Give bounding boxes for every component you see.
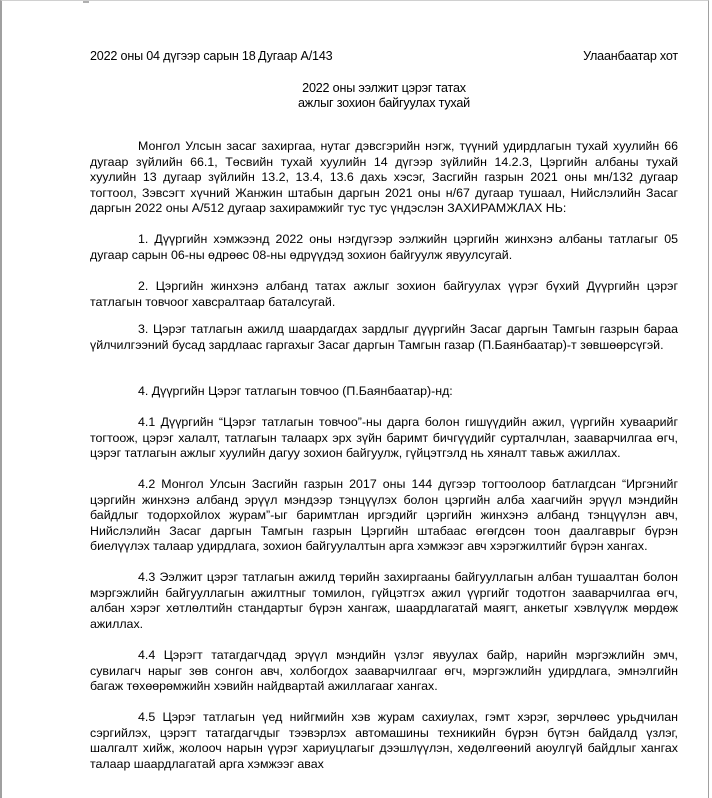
title-line-1: 2022 оны ээлжит цэрэг татах [302,81,466,95]
paragraph-item-4 [90,384,678,400]
paragraph-item-4-text: 4. Дүүргийн Цэрэг татлагын товчоо (П.Баянбаатар)-нд: [138,384,453,398]
paragraph-item-4-2-text: 4.2 Монгол Улсын Засгийн газрын 2017 оны 144 дүгээр тогтоолоор батлагдсан “Иргэнийг цэргийн жинхэнэ албанд эрүүл мэндээр тэнцүүлэх болон цэргийн алба хаагчийн эрүүл мэндийн байдлыг тодорхойлох журам”-ыг баримтлан иргэдийг цэргийн жинхэнэ албанд тэнцүүлэн авч, Нийслэлийн Засаг даргын Тамгын газрын Цэргийн штабаас өгөгдсөн тоон даалгаврыг бүрэн биелүүлэх талаар удирдлага, зохион байгуулалтын арга хэмжээг авч хэрэгжилтийг бүрэн хангах. [90,477,678,554]
ruler-indent-marker[interactable] [83,1,89,3]
paragraph-intro [90,139,678,217]
paragraph-item-4-4-text: 4.4 Цэрэгт татагдагчдад эрүүл мэндийн үзлэг явуулах байр, нарийн мэргэжлийн эмч, сувилагч нарыг зөв сонгон авч, холбогдох зааварчилгааг өгч, мэргэжлийн удирдлага, эмнэлгийн багаж төхөөрөмжийн хэвийн найдвартай ажиллагааг хангах. [90,648,678,694]
paragraph-item-3-text: 3. Цэрэг татлагын ажилд шаардагдах зардлыг дүүргийн Засаг даргын Тамгын газрын бараа үйлчилгээний бусад зардлаас гаргахыг Засаг даргын Тамгын газар (П.Баянбаатар)-т зөвшөөрсүгэй. [90,322,678,352]
paragraph-item-4-3 [90,570,678,632]
paragraph-item-1 [90,232,678,263]
paragraph-intro-text: Монгол Улсын засаг захиргаа, нутаг дэвсгэрийн нэгж, түүний удирдлагын тухай хуулийн 66 дугаар зүйлийн 66.1, Төсвийн тухай хуулийн 14 дүгээр зүйлийн 14.2.3, Цэргийн албаны тухай хуулийн 13 дугаар зүйлийн 13.2, 13.4, 13.6 дахь хэсэг, Засгийн газрын 2021 оны мн/132 дугаар тогтоол, Зэвсэгт хүчний Жанжин штабын даргын 2021 оны н/67 дугаар тушаал, Нийслэлийн Засаг даргын 2022 оны А/512 дугаар захирамжийг тус тус үндэслэн ЗАХИРАМЖЛАХ НЬ: [90,139,678,216]
order-date: 2022 оны 04 дүгээр сарын 18 [90,49,256,63]
paragraph-item-2-text: 2. Цэргийн жинхэнэ албанд татах ажлыг зохион байгуулах үүрэг бүхий Дүүргийн цэрэг татлагын товчоог хавсралтаар баталсугай. [90,279,678,309]
paragraph-item-4-4 [90,648,678,695]
paragraph-item-4-1 [90,415,678,462]
document-header [90,49,678,67]
paragraph-item-4-2 [90,477,678,555]
paragraph-item-4-3-text: 4.3 Ээлжит цэрэг татлагын ажилд төрийн захиргааны байгууллагын албан тушаалтан болон мэргэжлийн байгууллагын ажилтныг томилон, гүйцэтгэх ажил үүргийг тодотгон зааварчилгаа өгч, албан хэрэг хөтлөлтийн стандартыг бүрэн хангаж, шаардлагатай маягт, анкетыг хэвлүүлж мөрдөж ажиллах. [90,570,678,631]
paragraph-item-4-1-text: 4.1 Дүүргийн “Цэрэг татлагын товчоо”-ны дарга болон гишүүдийн ажил, үүргийн хуваарийг тогтоож, цэрэг халалт, татлагын талаарх эрх зүйн баримт бичгүүдийг сурталчлан, зааварчилгаа өгч, цэрэг татлагын ажлыг хуулийн дагуу зохион байгуулж, гүйцэтгэлд нь хяналт тавьж ажиллах. [90,415,678,461]
document-title [2,81,712,111]
paragraph-item-1-text: 1. Дүүргийн хэмжээнд 2022 оны нэгдүгээр ээлжийн цэргийн жинхэнэ албаны татлагыг 05 дугаар сарын 06-ны өдрөөс 08-ны өдрүүдэд зохион байгуулж явуулсугай. [90,232,678,262]
title-line-2: ажлыг зохион байгуулах тухай [297,96,471,110]
paragraph-item-3 [90,322,678,353]
paragraph-item-2 [90,279,678,310]
paragraph-item-4-5 [90,710,678,772]
order-number: Дугаар А/143 [258,49,333,63]
order-city: Улаанбаатар хот [583,49,678,63]
paragraph-item-4-5-text: 4.5 Цэрэг татлагын үед нийгмийн хэв журам сахиулах, гэмт хэрэг, зөрчлөөс урьдчилан сэргийлэх, цэрэгт татагдагчдыг тээвэрлэх автомашины техникийн бүрэн бүтэн байдалд үзлэг, шалгалт хийж, жолооч нарын үүрэг хариуцлагыг дээшлүүлэн, хөдөлгөөний аюулгүй байдлыг хангах талаар шаардлагатай арга хэмжээг авах [90,710,678,771]
